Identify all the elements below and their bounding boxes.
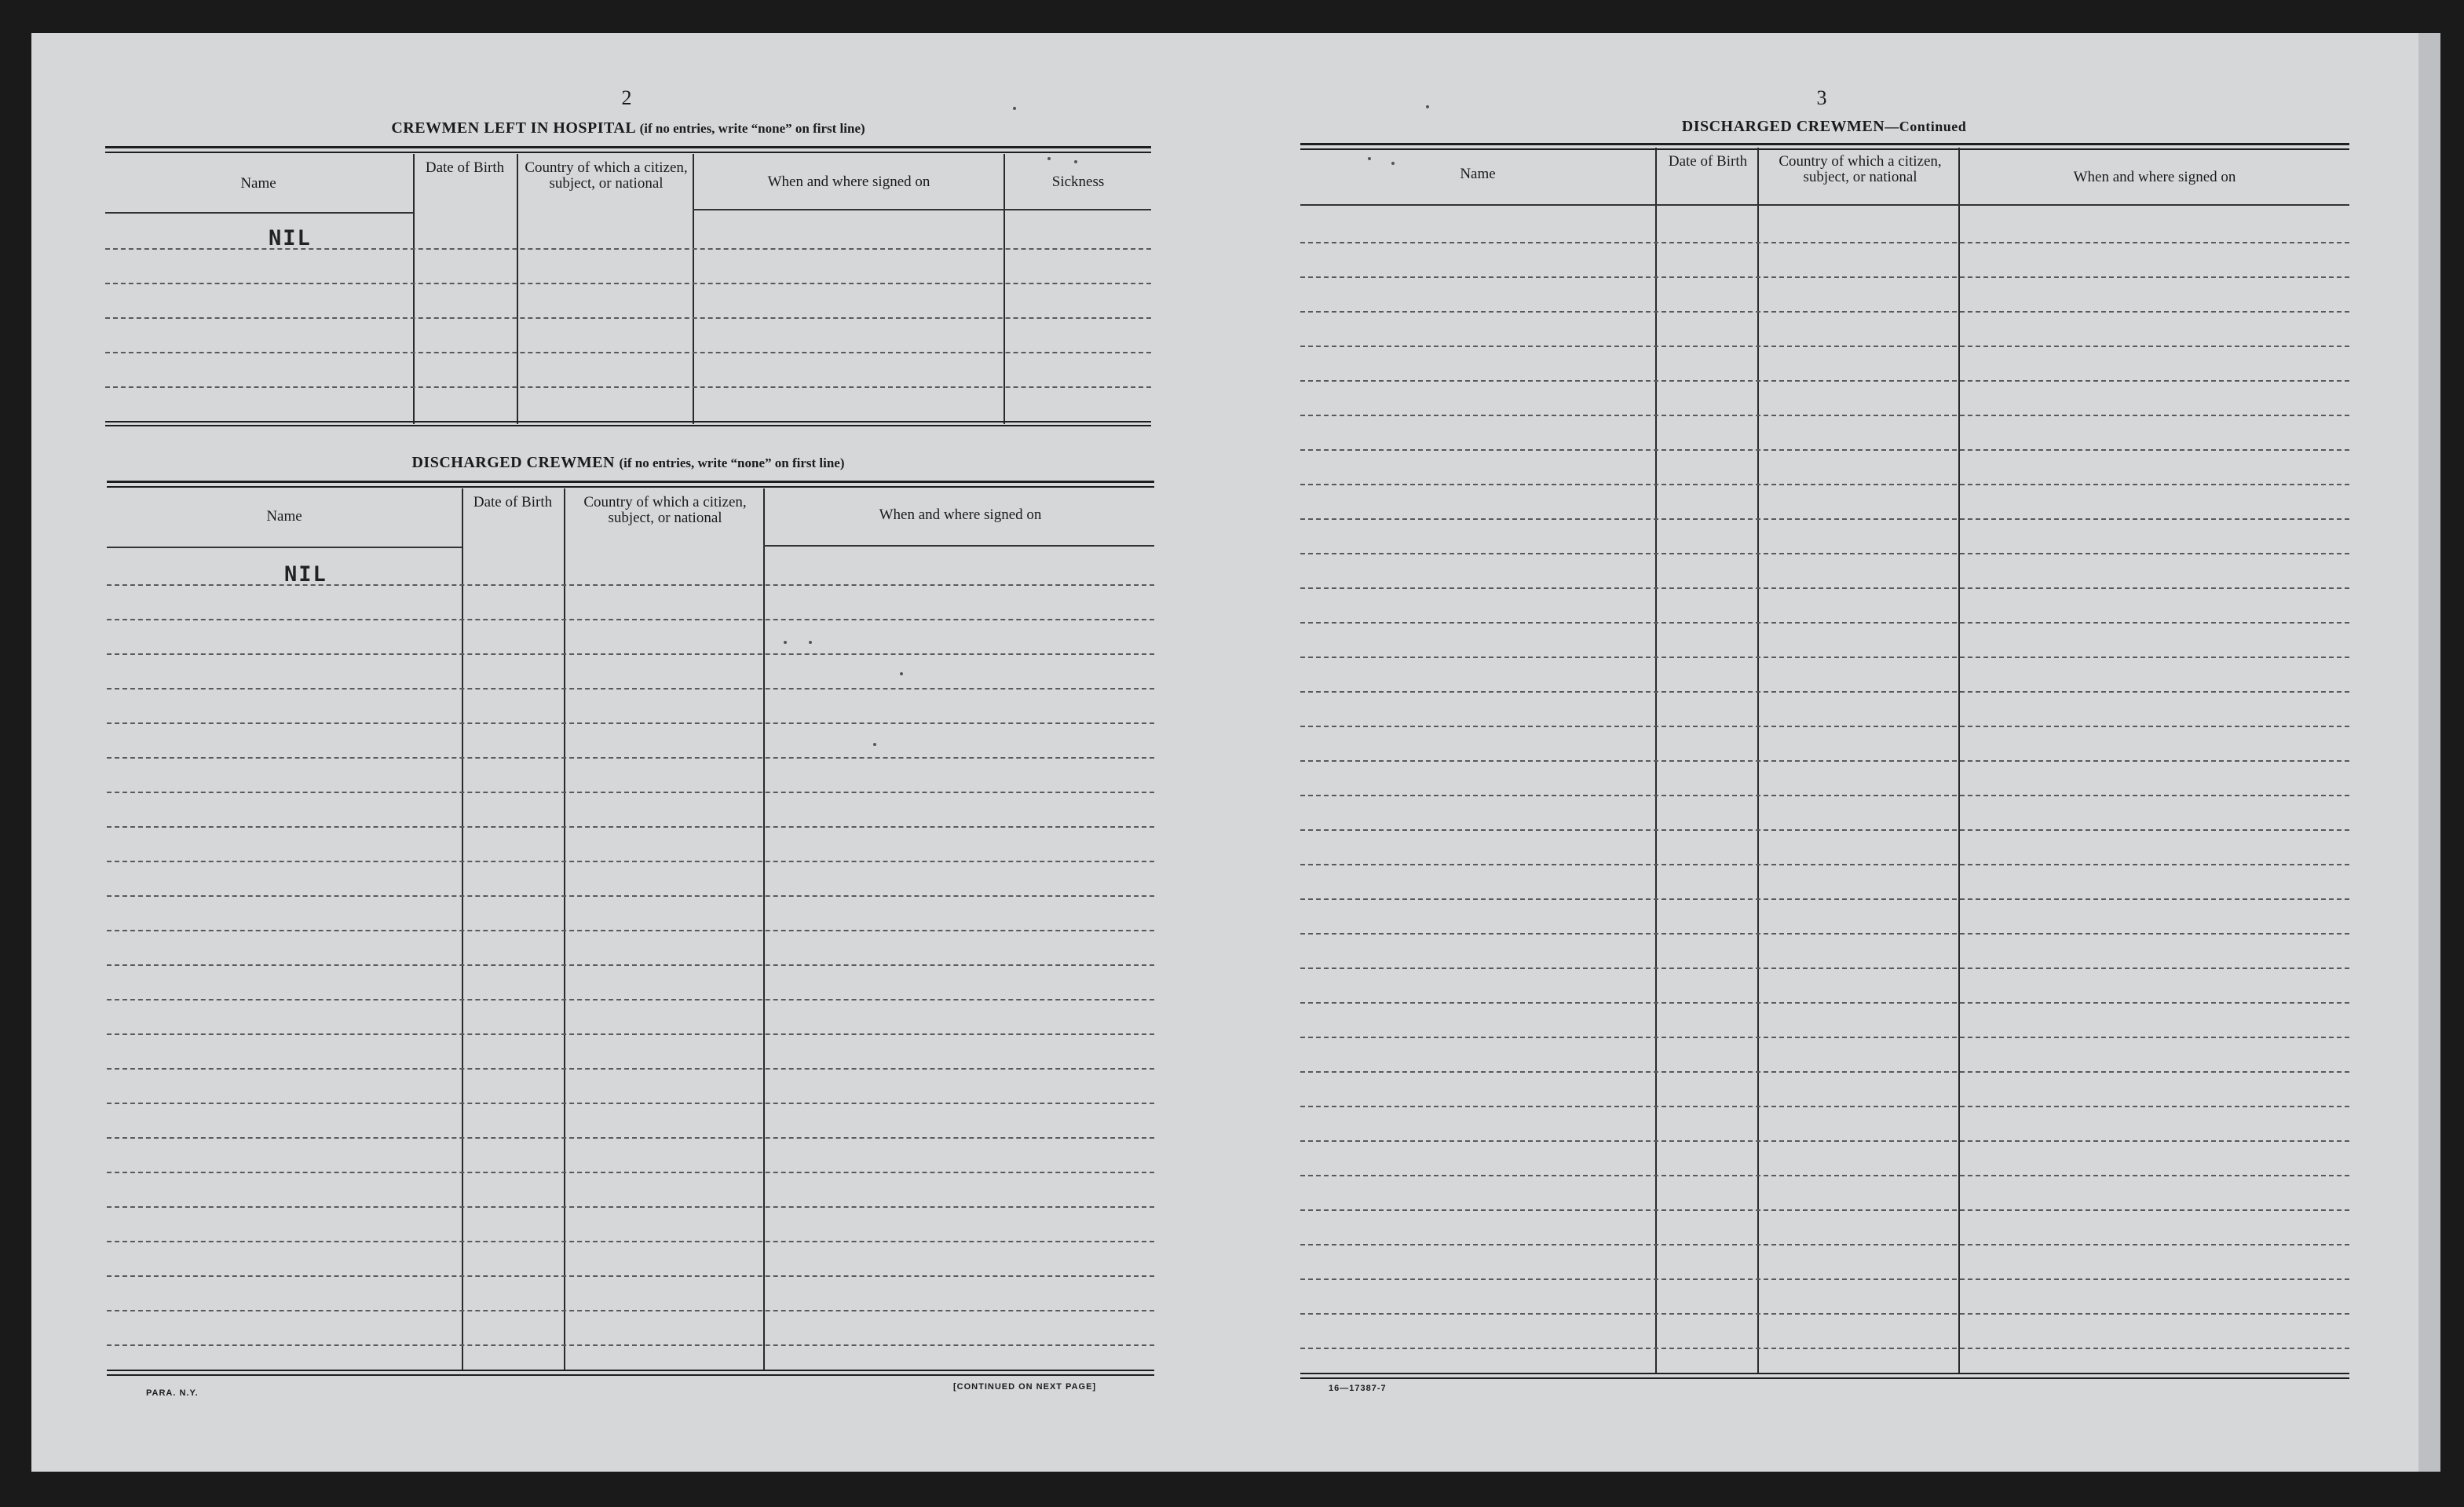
right-top-rule-1 — [1300, 143, 2349, 145]
right-row-line — [1300, 380, 2349, 382]
discharged-col-dob: Date of Birth — [473, 494, 553, 510]
hospital-row-line — [105, 248, 1151, 250]
footer-printer-mark: PARA. N.Y. — [146, 1388, 199, 1398]
scan-speck — [1391, 162, 1395, 165]
right-row-line — [1300, 1244, 2349, 1245]
discharged-continued-title — [1300, 118, 2348, 136]
discharged-divider — [564, 488, 565, 1370]
scan-speck — [809, 641, 812, 644]
discharged-row-line — [107, 1275, 1154, 1277]
right-row-line — [1300, 1106, 2349, 1107]
hospital-header-underline — [105, 212, 413, 214]
discharged-entry-nil: NIL — [284, 562, 327, 587]
hospital-col-signed-on: When and where signed on — [767, 174, 930, 190]
discharged-row-line — [107, 861, 1154, 862]
hospital-col-sickness: Sickness — [1051, 174, 1105, 190]
discharged-top-rule-2 — [107, 486, 1154, 488]
scan-speck — [1426, 105, 1429, 108]
page-number-right: 3 — [1816, 86, 1827, 109]
footer-continued-note: [CONTINUED ON NEXT PAGE] — [953, 1382, 1097, 1392]
right-col-name: Name — [1460, 166, 1496, 182]
right-bottom-rule — [1300, 1373, 2349, 1374]
hospital-col-name: Name — [240, 175, 276, 192]
hospital-row-line — [105, 386, 1151, 388]
discharged-col-country: Country of which a citizen, subject, or national — [583, 494, 747, 526]
right-row-line — [1300, 449, 2349, 451]
right-row-line — [1300, 484, 2349, 485]
discharged-row-line — [107, 1310, 1154, 1311]
discharged-col-signed-on: When and where signed on — [879, 507, 1042, 523]
hospital-col-country: Country of which a citizen, subject, or national — [525, 159, 688, 192]
hospital-col-dob: Date of Birth — [425, 159, 505, 176]
hospital-bottom-rule — [105, 421, 1151, 422]
discharged-top-rule-1 — [107, 481, 1154, 483]
discharged-divider — [462, 488, 463, 1370]
right-bottom-rule — [1300, 1377, 2349, 1379]
right-row-line — [1300, 1313, 2349, 1315]
discharged-row-line — [107, 1068, 1154, 1070]
right-row-line — [1300, 622, 2349, 624]
discharged-continued-suffix: —Continued — [1885, 119, 1967, 134]
right-row-line — [1300, 1209, 2349, 1211]
discharged-row-line — [107, 964, 1154, 966]
right-top-rule-2 — [1300, 148, 2349, 150]
discharged-row-line — [107, 895, 1154, 897]
right-row-line — [1300, 1071, 2349, 1073]
right-row-line — [1300, 518, 2349, 520]
discharged-continued-title-text: DISCHARGED CREWMEN — [1681, 118, 1885, 135]
discharged-title-text: DISCHARGED CREWMEN — [411, 454, 615, 471]
right-row-line — [1300, 242, 2349, 243]
right-row-line — [1300, 933, 2349, 935]
right-row-line — [1300, 726, 2349, 727]
scan-speck — [1074, 160, 1077, 163]
hospital-title-note: (if no entries, write “none” on first line) — [639, 121, 865, 136]
discharged-row-line — [107, 619, 1154, 620]
discharged-row-line — [107, 792, 1154, 793]
discharged-bottom-rule — [107, 1374, 1154, 1376]
right-row-line — [1300, 829, 2349, 831]
hospital-top-rule-2 — [105, 152, 1151, 153]
right-row-line — [1300, 1175, 2349, 1176]
discharged-row-line — [107, 653, 1154, 655]
discharged-header-underline — [107, 547, 462, 548]
hospital-bottom-rule — [105, 425, 1151, 426]
discharged-row-line — [107, 757, 1154, 759]
right-col-country: Country of which a citizen, subject, or national — [1779, 153, 1942, 185]
discharged-row-line — [107, 1103, 1154, 1104]
discharged-row-line — [107, 1137, 1154, 1139]
scan-speck — [784, 641, 787, 644]
right-row-line — [1300, 657, 2349, 658]
right-header-underline — [1300, 204, 2349, 206]
right-row-line — [1300, 1002, 2349, 1004]
hospital-top-rule-1 — [105, 146, 1151, 148]
right-row-line — [1300, 1037, 2349, 1038]
scan-speck — [1013, 107, 1016, 110]
scan-speck — [873, 743, 876, 746]
discharged-bottom-rule — [107, 1370, 1154, 1371]
hospital-row-line — [105, 352, 1151, 353]
right-row-line — [1300, 864, 2349, 865]
hospital-entry-nil: NIL — [269, 226, 312, 251]
page-number-left: 2 — [621, 86, 632, 109]
sheet-edge — [2418, 33, 2440, 1472]
hospital-divider — [517, 154, 518, 424]
footer-form-number: 16—17387-7 — [1329, 1384, 1387, 1393]
hospital-divider — [413, 154, 415, 424]
scan-speck — [1368, 157, 1371, 160]
hospital-row-line — [105, 283, 1151, 284]
right-row-line — [1300, 898, 2349, 900]
discharged-row-line — [107, 1172, 1154, 1173]
discharged-row-line — [107, 584, 1154, 586]
discharged-row-line — [107, 930, 1154, 931]
right-row-line — [1300, 967, 2349, 969]
right-row-line — [1300, 553, 2349, 554]
discharged-row-line — [107, 1241, 1154, 1242]
right-row-line — [1300, 311, 2349, 313]
hospital-title-text: CREWMEN LEFT IN HOSPITAL — [391, 119, 636, 137]
discharged-row-line — [107, 1344, 1154, 1346]
discharged-row-line — [107, 722, 1154, 724]
scan-speck — [900, 672, 903, 675]
discharged-row-line — [107, 1206, 1154, 1208]
discharged-section-title — [105, 454, 1151, 472]
right-row-line — [1300, 1348, 2349, 1349]
hospital-row-line — [105, 317, 1151, 319]
hospital-divider — [1004, 154, 1005, 424]
right-row-line — [1300, 415, 2349, 416]
discharged-row-line — [107, 688, 1154, 689]
right-row-line — [1300, 1278, 2349, 1280]
right-col-dob: Date of Birth — [1668, 153, 1748, 170]
discharged-col-name: Name — [266, 508, 302, 525]
right-row-line — [1300, 795, 2349, 796]
discharged-header-underline — [763, 545, 1154, 547]
discharged-title-note: (if no entries, write “none” on first line) — [619, 455, 845, 470]
right-row-line — [1300, 276, 2349, 278]
hospital-header-underline — [693, 209, 1151, 210]
discharged-row-line — [107, 1033, 1154, 1035]
discharged-row-line — [107, 999, 1154, 1000]
discharged-row-line — [107, 826, 1154, 828]
hospital-divider — [693, 154, 694, 424]
discharged-divider — [763, 488, 765, 1370]
right-row-line — [1300, 346, 2349, 347]
right-row-line — [1300, 691, 2349, 693]
scan-speck — [1047, 157, 1051, 160]
hospital-section-title — [102, 119, 1154, 137]
right-row-line — [1300, 1140, 2349, 1142]
right-col-signed-on: When and where signed on — [2073, 169, 2236, 185]
right-row-line — [1300, 587, 2349, 589]
right-row-line — [1300, 760, 2349, 762]
